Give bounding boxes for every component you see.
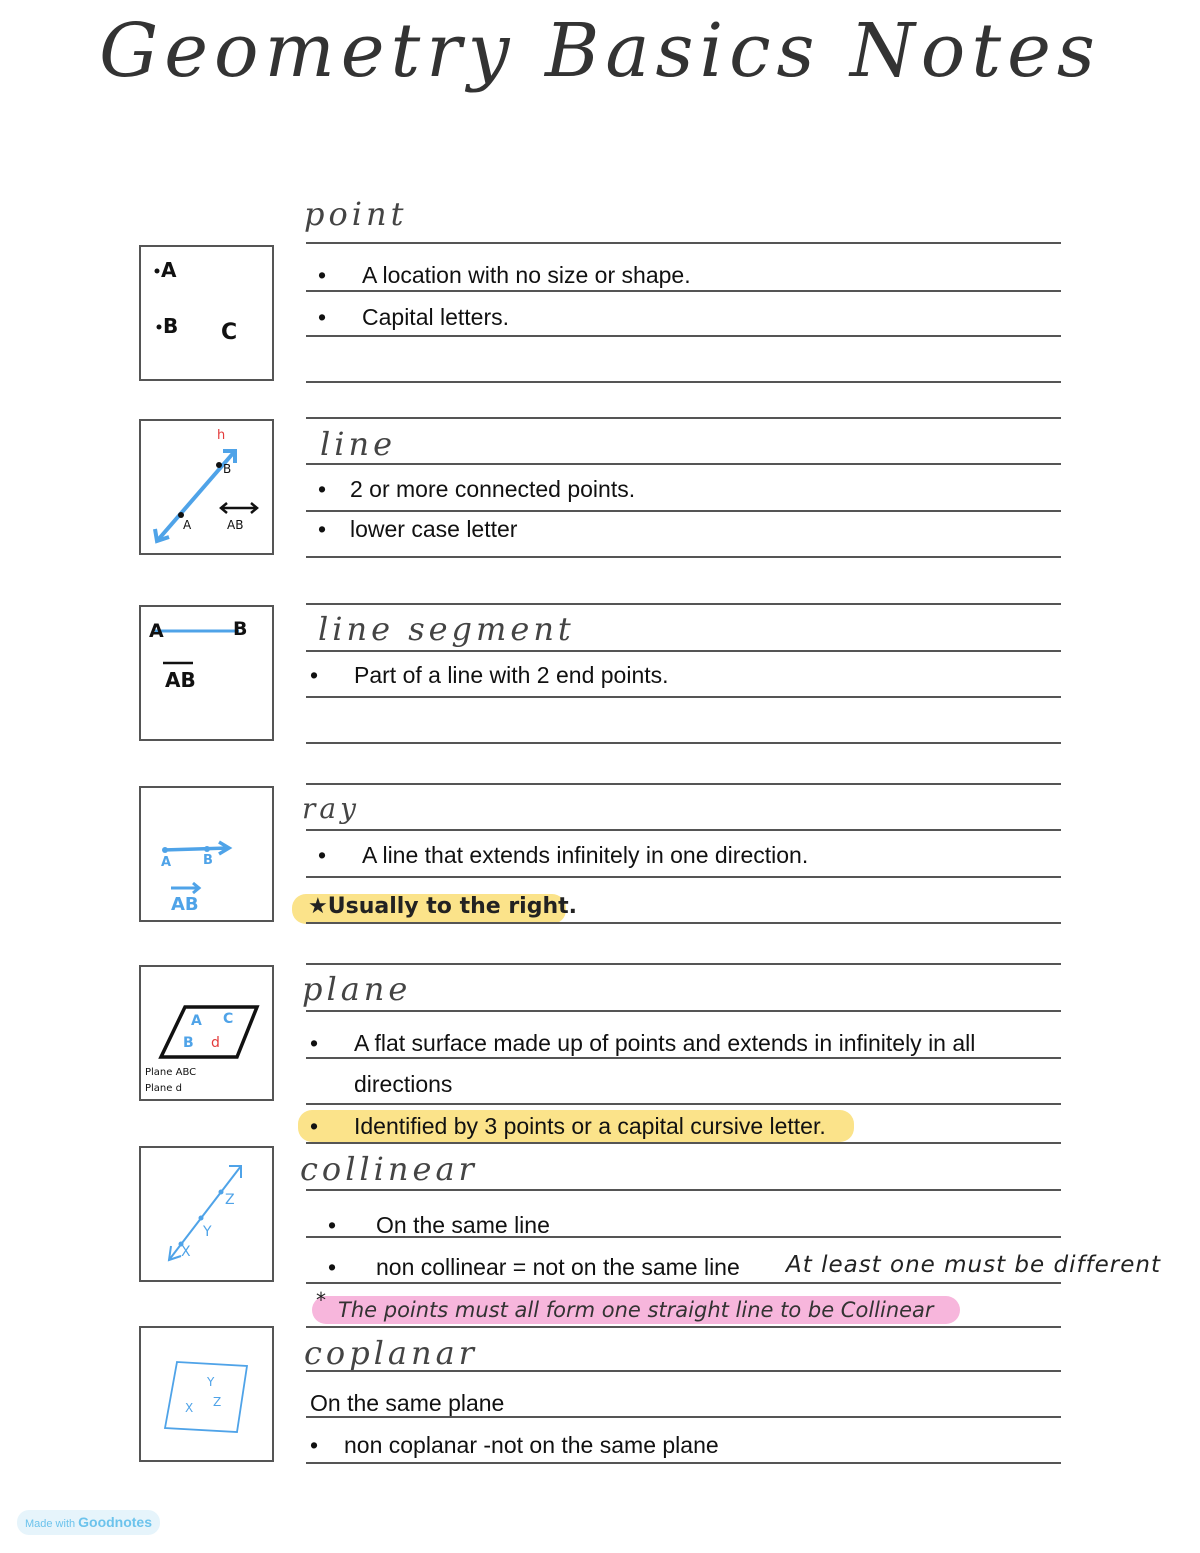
plane-diagram — [139, 965, 274, 1101]
plane-label-b: B — [183, 1035, 194, 1051]
rule — [306, 922, 1061, 924]
rule — [306, 1282, 1061, 1284]
plane-label-c: C — [223, 1011, 234, 1027]
point-sketch — [141, 247, 272, 379]
point-heading: point — [304, 195, 408, 233]
rule — [306, 1462, 1061, 1464]
plane-line-3: • Identified by 3 points or a capital cursive letter. — [310, 1113, 826, 1139]
line-label-ab: AB — [227, 518, 244, 532]
plane-caption-2: Plane d — [145, 1083, 182, 1094]
rule — [306, 335, 1061, 337]
collinear-line-1: • On the same line — [328, 1212, 550, 1238]
segment-diagram — [139, 605, 274, 741]
plane-line-2: directions — [354, 1071, 453, 1097]
point-diagram — [139, 245, 274, 381]
line-label-a: A — [183, 518, 192, 532]
segment-label-b: B — [233, 618, 248, 640]
segment-label-ab: AB — [165, 668, 196, 692]
line-diagram — [139, 419, 274, 555]
point-line-1: • A location with no size or shape. — [318, 262, 691, 288]
ray-diagram — [139, 786, 274, 922]
coplanar-heading: coplanar — [304, 1334, 478, 1372]
segment-label-a: A — [149, 620, 164, 642]
plane-heading: plane — [302, 970, 412, 1008]
point-label-b: B — [163, 314, 179, 338]
collinear-heading: collinear — [300, 1150, 478, 1188]
rule — [306, 603, 1061, 605]
rule — [306, 417, 1061, 419]
ray-label-ab: AB — [171, 894, 199, 915]
plane-label-a: A — [191, 1013, 202, 1029]
watermark-prefix: Made with — [24, 1518, 76, 1530]
rule — [306, 783, 1061, 785]
rule — [306, 510, 1061, 512]
rule — [306, 1103, 1061, 1105]
rule — [306, 829, 1061, 831]
plane-caption-1: Plane ABC — [145, 1067, 197, 1078]
ray-label-b: B — [203, 853, 213, 868]
segment-sketch — [141, 607, 272, 739]
rule — [306, 242, 1061, 244]
point-label-c: C — [221, 320, 238, 345]
collinear-diagram — [139, 1146, 274, 1282]
coplanar-sketch — [141, 1328, 272, 1460]
collinear-line-2: • non collinear = not on the same line — [328, 1254, 740, 1280]
star-icon: ★ — [308, 894, 328, 919]
collinear-label-y: Y — [203, 1224, 212, 1240]
goodnotes-watermark — [17, 1510, 160, 1535]
rule — [306, 1416, 1061, 1418]
segment-line-1: • Part of a line with 2 end points. — [310, 662, 669, 688]
ray-sketch — [141, 788, 272, 920]
rule — [306, 1010, 1061, 1012]
line-heading: line — [320, 425, 397, 463]
rule — [306, 381, 1061, 383]
collinear-label-x: X — [181, 1244, 191, 1260]
line-line-2: • lower case letter — [318, 516, 518, 542]
plane-label-d: d — [211, 1035, 220, 1051]
rule — [306, 963, 1061, 965]
rule — [306, 1189, 1061, 1191]
line-label-b: B — [223, 462, 232, 476]
line-label-h: h — [217, 428, 226, 443]
rule — [306, 1326, 1061, 1328]
point-label-a: A — [161, 258, 177, 282]
ray-note: ★Usually to the right. — [308, 894, 578, 919]
rule — [306, 1236, 1061, 1238]
collinear-sketch — [141, 1148, 272, 1280]
rule — [306, 290, 1061, 292]
rule — [306, 696, 1061, 698]
page-title: Geometry Basics Notes — [99, 8, 1101, 94]
collinear-label-z: Z — [225, 1192, 235, 1208]
point-line-2: • Capital letters. — [318, 304, 510, 330]
rule — [306, 1142, 1061, 1144]
collinear-side-note: At least one must be different — [786, 1252, 1162, 1278]
plane-sketch — [141, 967, 272, 1099]
line-sketch — [141, 421, 272, 553]
coplanar-line-2: • non coplanar -not on the same plane — [310, 1432, 719, 1458]
coplanar-label-y: Y — [207, 1375, 215, 1389]
watermark-brand: Goodnotes — [78, 1514, 153, 1530]
rule — [306, 1057, 1061, 1059]
collinear-note: The points must all form one straight line to be Collinear — [338, 1298, 934, 1322]
ray-label-a: A — [161, 855, 172, 870]
asterisk-icon: * — [316, 1288, 326, 1312]
coplanar-label-z: Z — [213, 1395, 222, 1409]
line-line-1: • 2 or more connected points. — [318, 476, 636, 502]
rule — [306, 1370, 1061, 1372]
rule — [306, 742, 1061, 744]
coplanar-diagram — [139, 1326, 274, 1462]
ray-line-1: • A line that extends infinitely in one direction. — [318, 842, 809, 868]
rule — [306, 650, 1061, 652]
plane-line-1: • A flat surface made up of points and extends in infinitely in all — [310, 1030, 976, 1056]
coplanar-line-1: On the same plane — [310, 1390, 505, 1416]
rule — [306, 463, 1061, 465]
rule — [306, 876, 1061, 878]
rule — [306, 556, 1061, 558]
ray-heading: ray — [302, 792, 360, 825]
coplanar-label-x: X — [185, 1401, 194, 1415]
segment-heading: line segment — [318, 610, 575, 648]
